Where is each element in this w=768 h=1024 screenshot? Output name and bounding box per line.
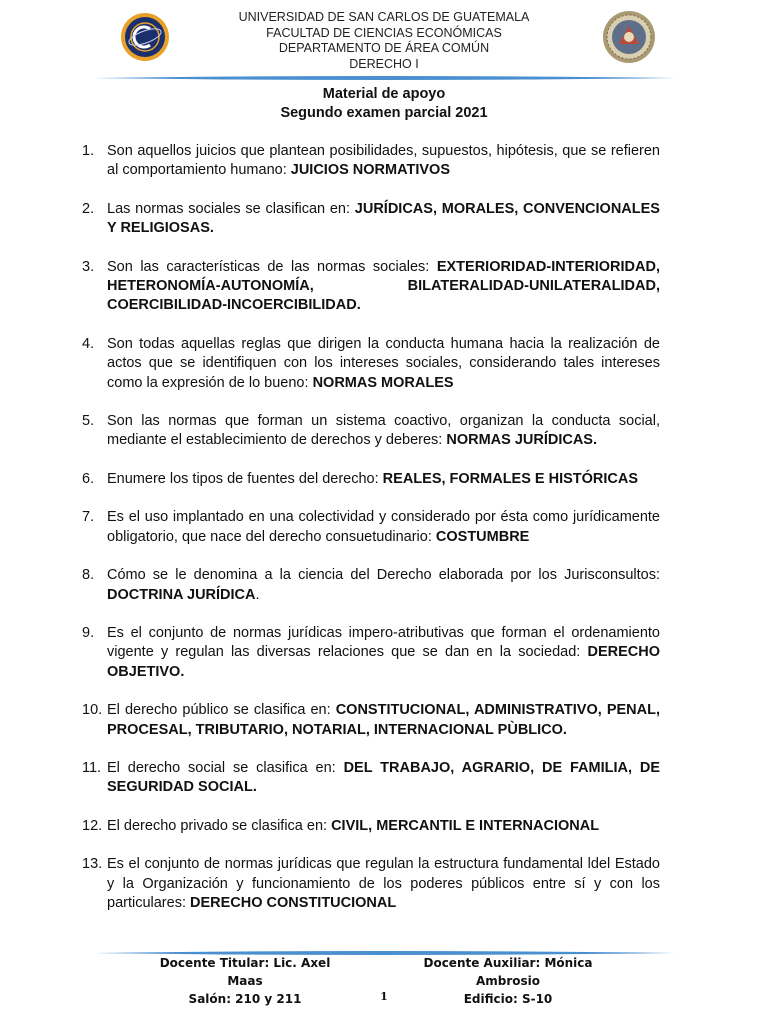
footer-divider [95, 943, 675, 949]
question-answer: DERECHO CONSTITUCIONAL [190, 894, 397, 911]
building: Edificio: S-10 [463, 992, 553, 1006]
list-item [82, 855, 660, 913]
question-answer: CIVIL, MERCANTIL E INTERNACIONAL [331, 817, 600, 834]
department-name: DEPARTAMENTO DE ÁREA COMÚN [278, 41, 490, 55]
question-answer: NORMAS JURÍDICAS. [446, 432, 597, 449]
list-item [82, 701, 660, 740]
page-number: 1 [380, 990, 388, 1003]
question-answer: EXTERIORIDAD-INTERIORIDAD, HETERONOMÍA-AUTONOMÍA, BILATERALIDAD-UNILATERALIDAD, COERCIBILIDAD-INCOERCIBILIDAD. [107, 258, 660, 314]
header-divider [95, 68, 675, 74]
question-text: Es el conjunto de normas jurídicas impero-atributivas que forman el ordenamiento vigente y regulan las diversas relaciones que se dan en la sociedad: DERECHO OBJETIVO. [107, 624, 660, 680]
question-number: 5. [82, 413, 95, 430]
question-text: El derecho privado se clasifica en: CIVIL, MERCANTIL E INTERNACIONAL [107, 817, 600, 834]
question-number: 9. [82, 624, 95, 641]
list-item [82, 624, 660, 682]
question-answer: REALES, FORMALES E HISTÓRICAS [382, 470, 639, 487]
list-item [82, 566, 660, 605]
question-text: Enumere los tipos de fuentes del derecho: REALES, FORMALES E HISTÓRICAS [107, 470, 639, 487]
question-text: Son las normas que forman un sistema coactivo, organizan la conducta social, mediante el establecimiento de derechos y deberes: NORMAS JURÍDICAS. [107, 413, 660, 449]
title-line-1: Material de apoyo [322, 86, 446, 102]
university-seal-icon [602, 10, 656, 64]
question-text: El derecho público se clasifica en: CONSTITUCIONAL, ADMINISTRATIVO, PENAL, PROCESAL, TRIBUTARIO, NOTARIAL, INTERNACIONAL PÙBLICO. [107, 702, 660, 738]
question-number: 10. [82, 702, 103, 719]
question-number: 12. [82, 817, 103, 834]
question-text: Son las características de las normas sociales: EXTERIORIDAD-INTERIORIDAD, HETERONOMÍA-AUTONOMÍA, BILATERALIDAD-UNILATERALIDAD, COERCIBILIDAD-INCOERCIBILIDAD. [107, 258, 660, 314]
question-number: 1. [82, 143, 95, 159]
question-answer: JUICIOS NORMATIVOS [290, 162, 451, 179]
question-answer: DERECHO OBJETIVO. [107, 644, 660, 680]
question-number: 11. [82, 759, 102, 776]
question-number: 6. [82, 470, 95, 487]
question-list [82, 142, 660, 913]
question-answer: DOCTRINA JURÍDICA [107, 586, 256, 603]
question-text: Cómo se le denomina a la ciencia del Derecho elaborada por los Jurisconsultos: DOCTRINA JURÍDICA. [107, 567, 660, 603]
question-answer: COSTUMBRE [435, 528, 530, 545]
list-item [82, 470, 660, 489]
question-number: 3. [82, 258, 95, 275]
course-name: DERECHO I [349, 56, 419, 71]
assistant-instructor: Docente Auxiliar: Mónica Ambrosio [423, 956, 593, 988]
lead-instructor: Docente Titular: Lic. Axel Maas [159, 956, 331, 988]
question-text: Son aquellos juicios que plantean posibilidades, supuestos, hipótesis, que se refieren al comportamiento humano: JUICIOS NORMATIVOS [107, 143, 660, 179]
question-answer: CONSTITUCIONAL, ADMINISTRATIVO, PENAL, PROCESAL, TRIBUTARIO, NOTARIAL, INTERNACIONAL PÙBLICO. [107, 702, 660, 738]
question-number: 7. [82, 509, 95, 526]
question-text: Las normas sociales se clasifican en: JURÍDICAS, MORALES, CONVENCIONALES Y RELIGIOSAS. [107, 200, 660, 237]
question-text: Es el conjunto de normas jurídicas que regulan la estructura fundamental ldel Estado y la Organización y funcionamiento de los poderes públicos entre sí y con los particulares: DERECHO CONSTITUCIONAL [107, 856, 660, 911]
question-text: Es el uso implantado en una colectividad y considerado por ésta como jurídicamente obligatorio, que nace del derecho consuetudinario: COSTUMBRE [107, 509, 660, 545]
list-item [82, 142, 660, 181]
question-text: El derecho social se clasifica en: DEL TRABAJO, AGRARIO, DE FAMILIA, DE SEGURIDAD SOCIAL. [107, 759, 661, 796]
question-answer: JURÍDICAS, MORALES, CONVENCIONALES Y RELIGIOSAS. [107, 200, 660, 237]
list-item [82, 258, 660, 316]
list-item [82, 412, 660, 451]
question-number: 2. [82, 200, 95, 217]
question-text: Son todas aquellas reglas que dirigen la conducta humana hacia la realización de actos que se identifiquen con los intereses sociales, considerando tales intereses como la expresión de lo bueno: NORMAS MORALES [107, 335, 660, 391]
list-item [82, 759, 660, 798]
title-line-2: Segundo examen parcial 2021 [280, 105, 488, 121]
question-number: 13. [82, 856, 103, 873]
list-item [82, 200, 660, 239]
list-item [82, 335, 660, 393]
question-number: 4. [82, 335, 95, 352]
classroom: Salón: 210 y 211 [188, 992, 302, 1006]
university-name: UNIVERSIDAD DE SAN CARLOS DE GUATEMALA [238, 10, 530, 24]
list-item [82, 817, 660, 836]
question-answer: NORMAS MORALES [312, 374, 454, 391]
document-title [0, 85, 768, 123]
question-number: 8. [82, 567, 95, 584]
faculty-name: FACULTAD DE CIENCIAS ECONÓMICAS [266, 25, 502, 40]
list-item [82, 508, 660, 547]
question-answer: DEL TRABAJO, AGRARIO, DE FAMILIA, DE SEGURIDAD SOCIAL. [107, 759, 661, 796]
